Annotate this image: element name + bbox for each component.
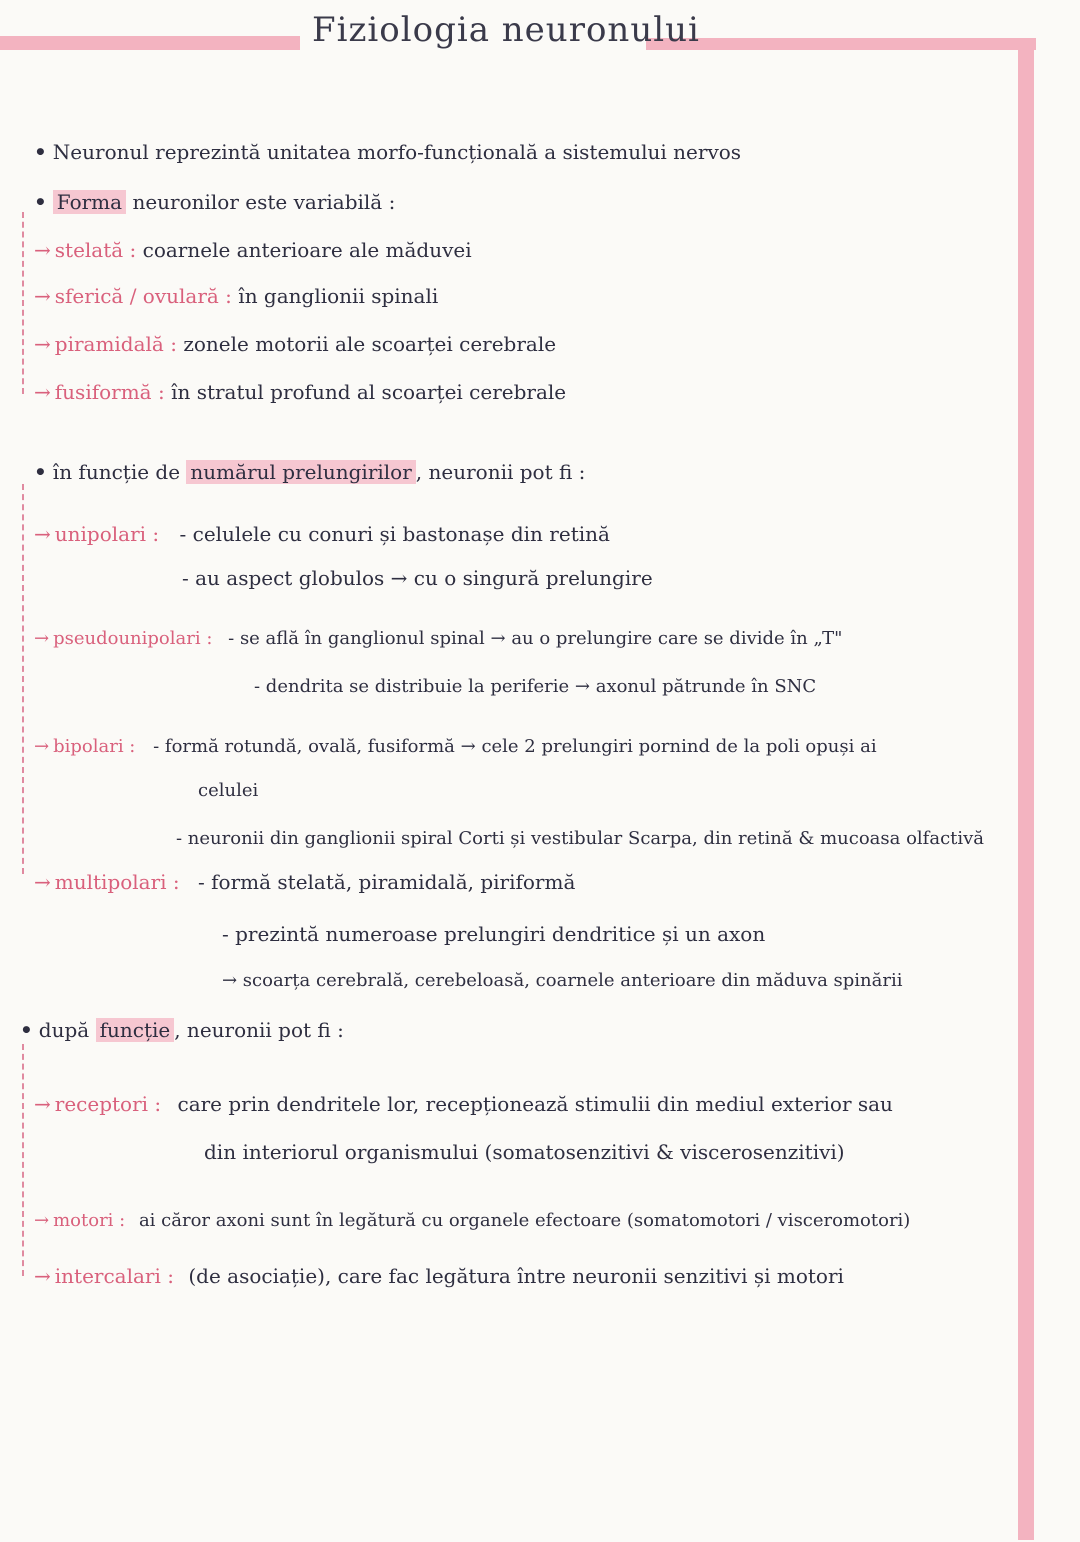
forma-item: → fusiformă : în stratul profund al scoarței cerebrale bbox=[34, 380, 567, 404]
prelungiri-label: numărul prelungirilor bbox=[186, 460, 415, 484]
unipolari-line: - au aspect globulos → cu o singură prelungire bbox=[182, 566, 653, 590]
prelungiri-heading: • în funcție de numărul prelungirilor , neuronii pot fi : bbox=[34, 460, 586, 484]
margin-highlight bbox=[1018, 40, 1034, 1540]
unipolari-row: → unipolari : - celulele cu conuri și bastonașe din retină bbox=[34, 522, 610, 546]
multipolari-line: - prezintă numeroase prelungiri dendritice și un axon bbox=[222, 922, 766, 946]
receptori-row: → receptori : care prin dendritele lor, recepționează stimulii din mediul exterior sau bbox=[34, 1092, 893, 1116]
forma-item: → sferică / ovulară : în ganglionii spinali bbox=[34, 284, 439, 308]
page-title: Fiziologia neuronului bbox=[312, 10, 700, 50]
forma-heading: • Forma neuronilor este variabilă : bbox=[34, 190, 396, 214]
functie-heading: • după funcție , neuronii pot fi : bbox=[20, 1018, 344, 1042]
forma-rest: neuronilor este variabilă : bbox=[132, 190, 396, 214]
bipolari-row: → bipolari : - formă rotundă, ovală, fusiformă → cele 2 prelungiri pornind de la poli opuși ai bbox=[34, 736, 877, 757]
multipolari-line: → scoarța cerebrală, cerebeloasă, coarnele anterioare din măduva spinării bbox=[222, 970, 903, 991]
intro-text: Neuronul reprezintă unitatea morfo-funcțională a sistemului nervos bbox=[52, 140, 742, 164]
intercalari-row: → intercalari : (de asociație), care fac legătura între neuronii senzitivi și motori bbox=[34, 1264, 844, 1288]
prelungiri-bracket bbox=[22, 484, 24, 874]
title-highlight-right bbox=[646, 38, 1036, 50]
functie-label: funcție bbox=[96, 1018, 175, 1042]
forma-bracket bbox=[22, 212, 24, 394]
bipolari-line: - neuronii din ganglionii spiral Corti și vestibular Scarpa, din retină & mucoasa olfactivă bbox=[176, 828, 985, 849]
forma-item: → piramidală : zonele motorii ale scoarței cerebrale bbox=[34, 332, 557, 356]
forma-item: → stelată : coarnele anterioare ale măduvei bbox=[34, 238, 472, 262]
forma-label: Forma bbox=[53, 190, 126, 214]
multipolari-row: → multipolari : - formă stelată, piramidală, piriformă bbox=[34, 870, 576, 894]
motori-row: → motori : ai căror axoni sunt în legătură cu organele efectoare (somatomotori / visceromotori) bbox=[34, 1210, 911, 1231]
pseudo-line: - dendrita se distribuie la periferie → axonul pătrunde în SNC bbox=[254, 676, 817, 697]
title-highlight-left bbox=[0, 36, 300, 50]
functie-bracket bbox=[22, 1044, 24, 1276]
intro-line: • Neuronul reprezintă unitatea morfo-funcțională a sistemului nervos bbox=[34, 140, 742, 164]
receptori-line: din interiorul organismului (somatosenzitivi & viscerosenzitivi) bbox=[204, 1140, 845, 1164]
pseudo-row: → pseudounipolari : - se află în ganglionul spinal → au o prelungire care se divide în „T" bbox=[34, 628, 843, 649]
bipolari-line: celulei bbox=[198, 780, 259, 801]
